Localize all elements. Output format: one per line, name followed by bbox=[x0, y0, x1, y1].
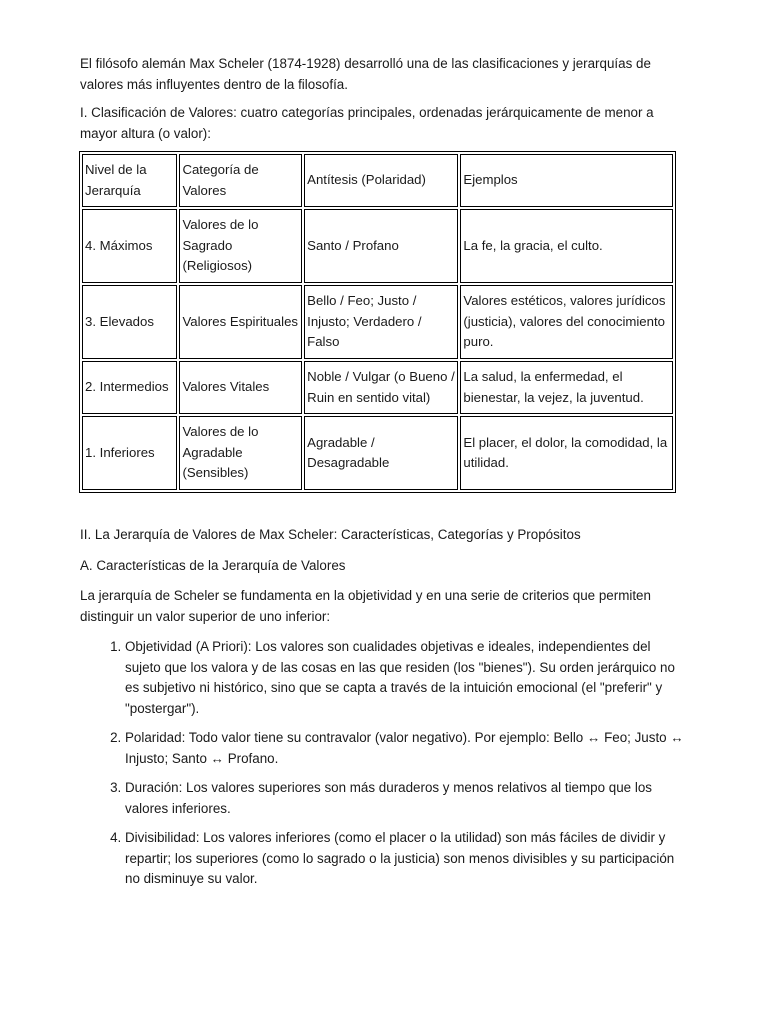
table-cell: 4. Máximos bbox=[82, 209, 177, 283]
table-cell: Santo / Profano bbox=[304, 209, 458, 283]
list-item: 3. Duración: Los valores superiores son más duraderos y menos relativos al tiempo que los valores inferiores. bbox=[125, 778, 688, 819]
table-cell: Valores Espirituales bbox=[179, 285, 302, 359]
table-cell: La fe, la gracia, el culto. bbox=[460, 209, 673, 283]
table-row bbox=[82, 361, 673, 414]
criteria-list bbox=[80, 637, 688, 890]
table-row bbox=[82, 285, 673, 359]
table-cell: Valores de lo Agradable (Sensibles) bbox=[179, 416, 302, 490]
header-cell: Antítesis (Polaridad) bbox=[304, 154, 458, 207]
list-item: 2. Polaridad: Todo valor tiene su contravalor (valor negativo). Por ejemplo: Bello ↔ Feo; Justo ↔ Injusto; Santo ↔ Profano. bbox=[125, 728, 688, 769]
intro-paragraph: El filósofo alemán Max Scheler (1874-1928) desarrolló una de las clasificaciones y jerarquías de valores más influyentes dentro de la filosofía. bbox=[80, 56, 651, 92]
table-cell: El placer, el dolor, la comodidad, la utilidad. bbox=[460, 416, 673, 490]
table-cell: Valores estéticos, valores jurídicos (justicia), valores del conocimiento puro. bbox=[460, 285, 673, 359]
header-cell: Categoría de Valores bbox=[179, 154, 302, 207]
values-table bbox=[79, 151, 676, 493]
header-cell: Nivel de la Jerarquía bbox=[82, 154, 177, 207]
table-cell: 2. Intermedios bbox=[82, 361, 177, 414]
section-1-heading: I. Clasificación de Valores: cuatro categorías principales, ordenadas jerárquicamente de menor a mayor altura (o valor): bbox=[80, 105, 654, 141]
table-header-row bbox=[82, 154, 673, 207]
table-cell: La salud, la enfermedad, el bienestar, la vejez, la juventud. bbox=[460, 361, 673, 414]
table-cell: Noble / Vulgar (o Bueno / Ruin en sentido vital) bbox=[304, 361, 458, 414]
table-cell: Valores de lo Sagrado (Religiosos) bbox=[179, 209, 302, 283]
table-cell: Agradable / Desagradable bbox=[304, 416, 458, 490]
criteria-intro-paragraph: La jerarquía de Scheler se fundamenta en la objetividad y en una serie de criterios que permiten distinguir un valor superior de uno inferior: bbox=[80, 588, 651, 624]
table-cell: Valores Vitales bbox=[179, 361, 302, 414]
table-row bbox=[82, 209, 673, 283]
subsection-a-heading: A. Características de la Jerarquía de Valores bbox=[80, 557, 346, 573]
table-cell: 1. Inferiores bbox=[82, 416, 177, 490]
table-cell: Bello / Feo; Justo / Injusto; Verdadero / Falso bbox=[304, 285, 458, 359]
table-row bbox=[82, 416, 673, 490]
list-item: 4. Divisibilidad: Los valores inferiores (como el placer o la utilidad) son más fáciles de dividir y repartir; los superiores (como lo sagrado o la justicia) son menos divisibles y su participación no disminuye su valor. bbox=[125, 828, 688, 890]
header-cell: Ejemplos bbox=[460, 154, 673, 207]
list-item: 1. Objetividad (A Priori): Los valores son cualidades objetivas e ideales, independientes del sujeto que los valora y de las cosas en las que residen (los "bienes"). Su orden jerárquico no es subjetivo ni histórico, sino que se capta a través de la intuición emocional (el "preferir" y "postergar"). bbox=[125, 637, 688, 719]
table-cell: 3. Elevados bbox=[82, 285, 177, 359]
section-2-heading: II. La Jerarquía de Valores de Max Scheler: Características, Categorías y Propósitos bbox=[80, 527, 581, 542]
